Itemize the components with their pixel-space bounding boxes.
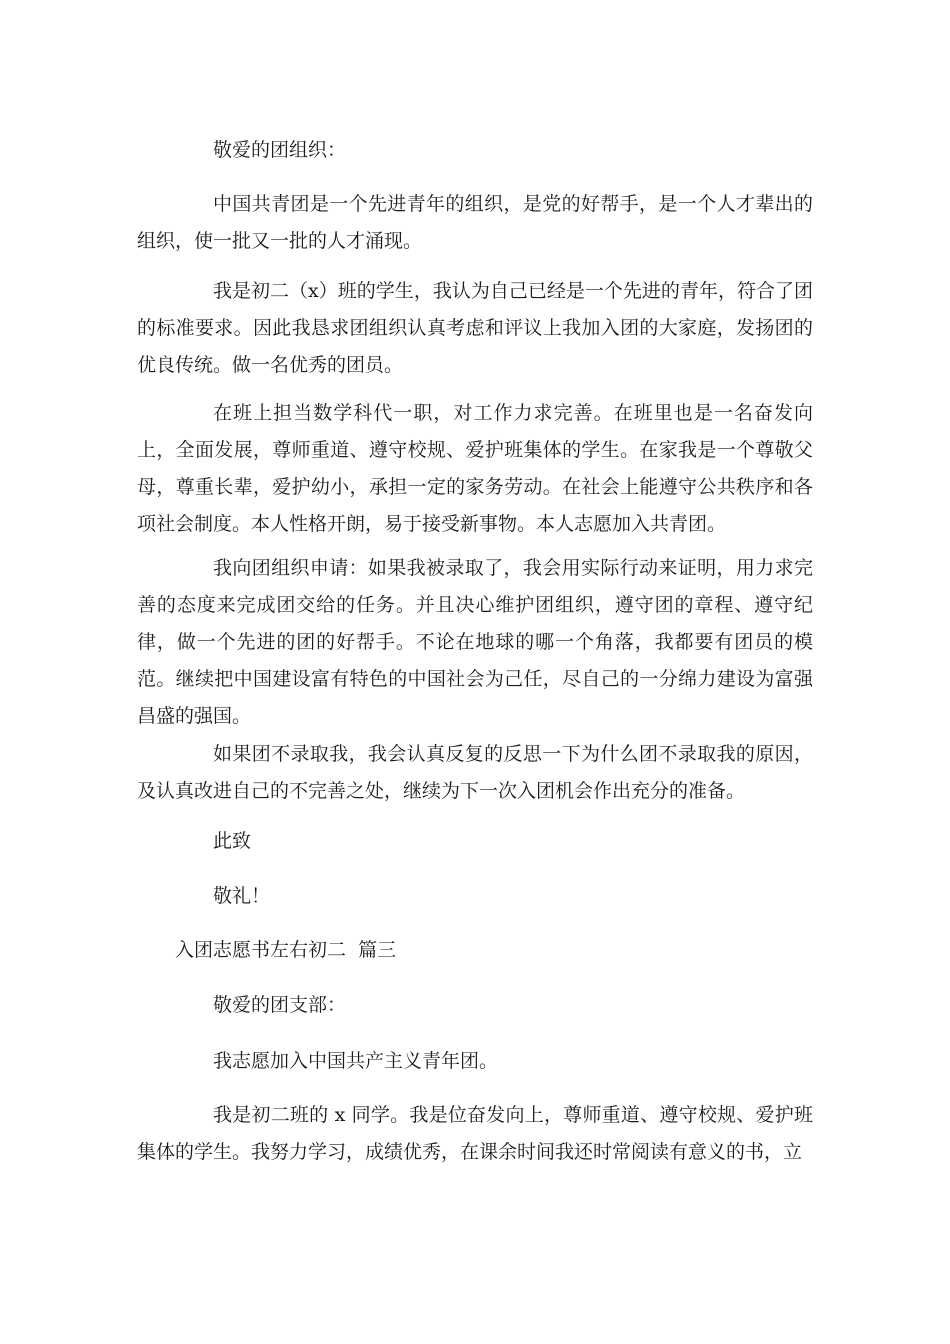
closing-this: 此致 — [213, 830, 252, 852]
salutation-2: 敬爱的团支部： — [213, 994, 347, 1016]
paragraph-3: 在班上担当数学科代一职，对工作力求完善。在班里也是一名奋发向上，全面发展，尊师重道、遵守校规、爱护班集体的学生。在家我是一个尊敬父母，尊重长辈，爱护幼小，承担一定的家务劳动。在社会上能遵守公共秩序和各项社会制度。本人性格开朗，易于接受新事物。本人志愿加入共青团。 — [137, 402, 813, 535]
paragraph-2: 我是初二（x）班的学生，我认为自己已经是一个先进的青年，符合了团的标准要求。因此我恳求团组织认真考虑和评议上我加入团的大家庭，发扬团的优良传统。做一名优秀的团员。 — [137, 280, 813, 376]
paragraph-5: 如果团不录取我，我会认真反复的反思一下为什么团不录取我的原因，及认真改进自己的不完善之处，继续为下一次入团机会作出充分的准备。 — [137, 743, 813, 802]
paragraph-7: 我是初二班的 x 同学。我是位奋发向上，尊师重道、遵守校规、爱护班集体的学生。我努力学习，成绩优秀，在课余时间我还时常阅读有意义的书，立 — [137, 1104, 813, 1163]
paragraph-1: 中国共青团是一个先进青年的组织，是党的好帮手，是一个人才辈出的组织，使一批又一批的人才涌现。 — [137, 193, 813, 252]
paragraph-6: 我志愿加入中国共产主义青年团。 — [213, 1050, 499, 1072]
section-title: 入团志愿书左右初二 篇三 — [175, 939, 397, 961]
salutation-1: 敬爱的团组织： — [213, 139, 347, 161]
closing-salute: 敬礼！ — [213, 885, 271, 907]
paragraph-4: 我向团组织申请：如果我被录取了，我会用实际行动来证明，用力求完善的态度来完成团交给的任务。并且决心维护团组织，遵守团的章程、遵守纪律，做一个先进的团的好帮手。不论在地球的哪一个角落，我都要有团员的模范。继续把中国建设富有特色的中国社会为己任，尽自己的一分绵力建设为富强昌盛的强国。 — [137, 557, 813, 727]
